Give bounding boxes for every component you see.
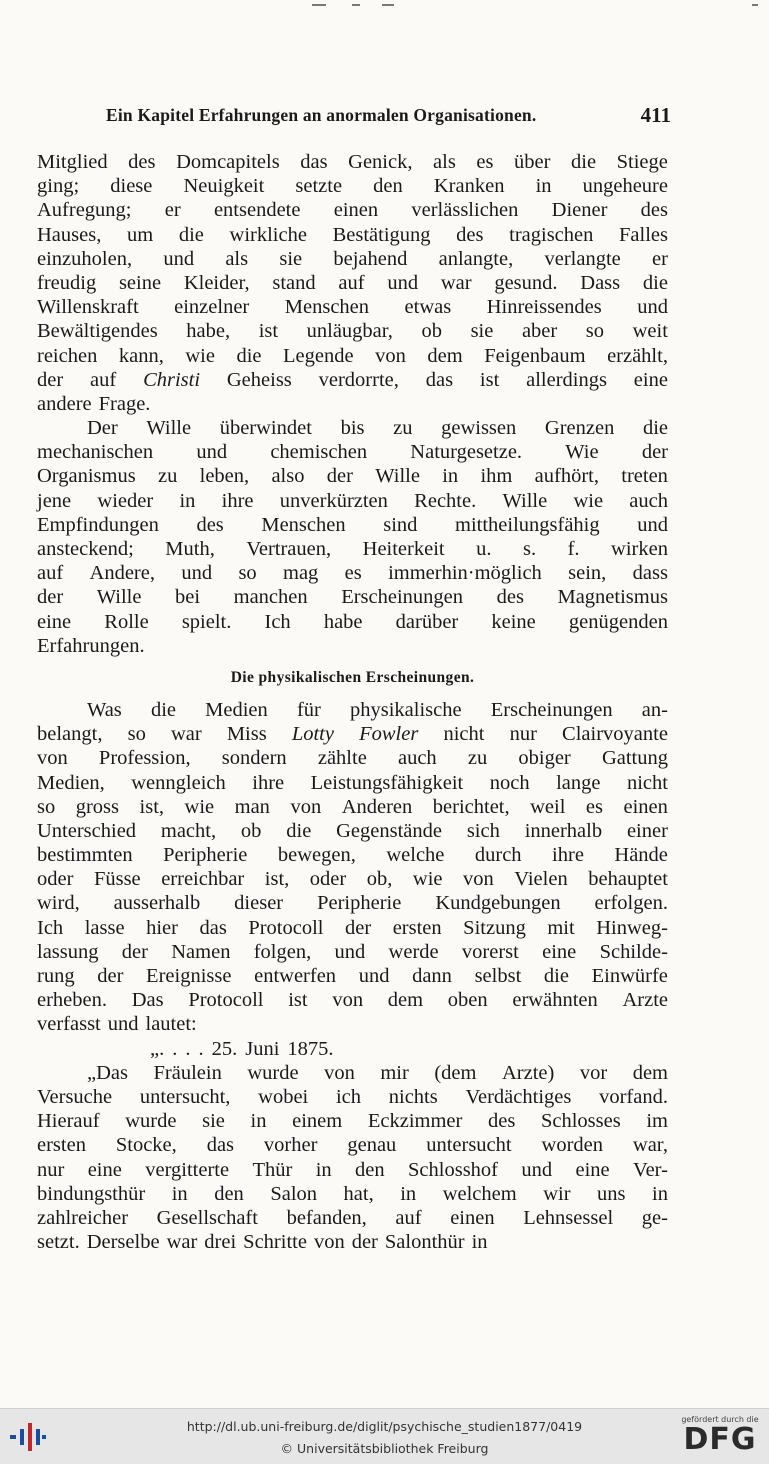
text-line: freudig seine Kleider, stand auf und war gesund. Dass die	[37, 271, 668, 294]
text-line: Ich lasse hier das Protocoll der ersten Sitzung mit Hinweg-	[37, 916, 668, 939]
text-line: bestimmten Peripherie bewegen, welche durch ihre Hände	[37, 844, 668, 867]
running-header	[106, 103, 671, 133]
section-heading: Die physikalischen Erscheinungen.	[230, 668, 475, 686]
text-line: Unterschied macht, ob die Gegenstände sich innerhalb einer	[37, 819, 668, 842]
text-line: einzuholen, und als sie bejahend anlangte, verlangte er	[37, 247, 668, 270]
page-number: 411	[640, 103, 671, 127]
text-line: Der Wille überwindet bis zu gewissen Grenzen die	[87, 417, 668, 440]
text-body	[37, 150, 668, 1254]
source-url-link[interactable]: http://dl.ub.uni-freiburg.de/diglit/psychische_studien1877/0419	[186, 1419, 583, 1434]
text-line: Hauses, um die wirkliche Bestätigung des tragischen Falles	[37, 223, 668, 246]
text-line: Mitglied des Domcapitels das Genick, als es über die Stiege	[37, 151, 668, 173]
text-line: lassung der Namen folgen, und werde vorerst eine Schilde-	[37, 940, 668, 963]
text-line: Versuche untersucht, wobei ich nichts Verdächtiges vorfand.	[37, 1085, 668, 1108]
text-line: verfasst und lautet:	[37, 1013, 197, 1036]
text-line: ging; diese Neuigkeit setzte den Kranken in ungeheure	[37, 175, 668, 198]
running-title: Ein Kapitel Erfahrungen an anormalen Organisationen.	[106, 105, 537, 125]
text-line: ansteckend; Muth, Vertrauen, Heiterkeit u. s. f. wirken	[37, 538, 668, 560]
text-line: Was die Medien für physikalische Erscheinungen an-	[87, 698, 668, 721]
protocol-date: „. . . . 25. Juni 1875.	[150, 1037, 334, 1060]
text-line: auf Andere, und so mag es immerhin·möglich sein, dass	[37, 562, 668, 585]
scan-edge-marks	[300, 0, 760, 10]
text-line: andere Frage.	[37, 392, 151, 415]
text-line: nur eine vergitterte Thür in den Schlosshof und eine Ver-	[37, 1158, 668, 1181]
dfg-logo-text: DFG	[683, 1422, 757, 1457]
text-line: setzt. Derselbe war drei Schritte von der Salonthür in	[37, 1231, 488, 1254]
dfg-logo	[679, 1415, 761, 1456]
text-line: bindungsthür in den Salon hat, in welchem wir uns in	[37, 1182, 668, 1205]
text-line: rung der Ereignisse entwerfen und dann selbst die Einwürfe	[37, 965, 668, 987]
viewer-footer	[0, 1408, 769, 1464]
text-line: zahlreicher Gesellschaft befanden, auf einen Lehnsessel ge-	[37, 1206, 668, 1229]
text-line: Aufregung; er entsendete einen verlässlichen Diener des	[37, 199, 668, 222]
copyright-text: © Universitätsbibliothek Freiburg	[280, 1441, 489, 1456]
text-line: eine Rolle spielt. Ich habe darüber keine genügenden	[37, 610, 668, 633]
text-line: der Wille bei manchen Erscheinungen des Magnetismus	[37, 586, 668, 609]
text-line: Medien, wenngleich ihre Leistungsfähigkeit noch lange nicht	[37, 771, 668, 794]
text-line: ersten Stocke, das vorher genau untersucht worden war,	[37, 1134, 668, 1157]
text-line: mechanischen und chemischen Naturgesetze. Wie der	[37, 441, 668, 464]
text-line: wird, ausserhalb dieser Peripherie Kundgebungen erfolgen.	[37, 892, 668, 915]
text-line: Empfindungen des Menschen sind mittheilungsfähig und	[37, 513, 668, 536]
text-line: von Profession, sondern zählte auch zu obiger Gattung	[37, 747, 668, 770]
text-line: der auf Christi Geheiss verdorrte, das ist allerdings eine	[37, 368, 668, 391]
text-line: Erfahrungen.	[37, 634, 145, 657]
text-line: Hierauf wurde sie in einem Eckzimmer des Schlosses im	[37, 1110, 668, 1133]
funding-note: gefördert durch die	[681, 1415, 759, 1424]
text-line: jene wieder in ihre unverkürzten Rechte. Wille wie auch	[37, 489, 668, 512]
text-line: erheben. Das Protocoll ist von dem oben erwähnten Arzte	[37, 989, 668, 1012]
text-line: Bewältigendes habe, ist unläugbar, ob sie aber so weit	[37, 320, 668, 343]
text-line: Willenskraft einzelner Menschen etwas Hinreissendes und	[37, 296, 668, 319]
text-line: reichen kann, wie die Legende von dem Feigenbaum erzählt,	[37, 344, 668, 367]
text-line: so gross ist, wie man von Anderen berichtet, weil es einen	[37, 795, 668, 818]
text-line: „Das Fräulein wurde von mir (dem Arzte) vor dem	[87, 1061, 668, 1084]
text-line: belangt, so war Miss Lotty Fowler nicht nur Clairvoyante	[37, 723, 668, 746]
text-line: Organismus zu leben, also der Wille in ihm aufhört, treten	[37, 465, 668, 488]
text-line: oder Füsse erreichbar ist, oder ob, wie von Vielen behauptet	[37, 868, 668, 891]
